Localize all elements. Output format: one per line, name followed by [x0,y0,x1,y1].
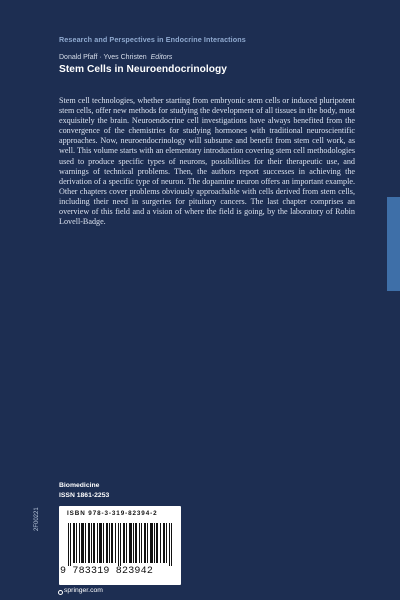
editor-names: Donald Pfaff · Yves Christen [59,54,147,61]
book-description: Stem cell technologies, whether starting from embryonic stem cells or induced pluripotent stem cells, offer new methods for studying the development of all tissues in the body, most exquisitely the brain. Neuroendocrine cell investigations have always benefited from the convergence of the chemistries for studying hormones with traditional neuroscientific approaches. Now, neuroendocrinology will subsume and benefit from stem cell work, as well. This volume starts with an elementary introduction covering stem cell methodologies used to produce specific types of neurons, possibilities for their therapeutic use, and warnings of technical problems. Then, the authors report successes in achieving the derivation of a specific type of neuron. The dopamine neuron offers an important example. Other chapters cover problems obviously approachable with cells derived from stem cells, including their need in surgeries for pituitary cancers. The last chapter comprises an overview of this field and a vision of where the field is going, by the laboratory of Robin Lovell-Badge. [59,96,355,227]
subject-label: Biomedicine [59,482,100,489]
series-title: Research and Perspectives in Endocrine Interactions [59,35,246,44]
springer-logo-icon [58,590,63,595]
vertical-code: 2F00221 [34,507,40,531]
publisher-website: springer.com [64,587,103,594]
book-title: Stem Cells in Neuroendocrinology [59,64,228,75]
editors-line [59,54,172,61]
issn-label: ISSN 1861-2253 [59,492,110,499]
barcode-icon [68,523,174,566]
editor-role: Editors [150,54,173,61]
edge-color-tab [387,197,400,291]
barcode-box [59,506,181,585]
barcode-digits: 9 783319 823942 [60,566,154,577]
isbn-label: ISBN 978-3-319-82394-2 [67,510,158,517]
